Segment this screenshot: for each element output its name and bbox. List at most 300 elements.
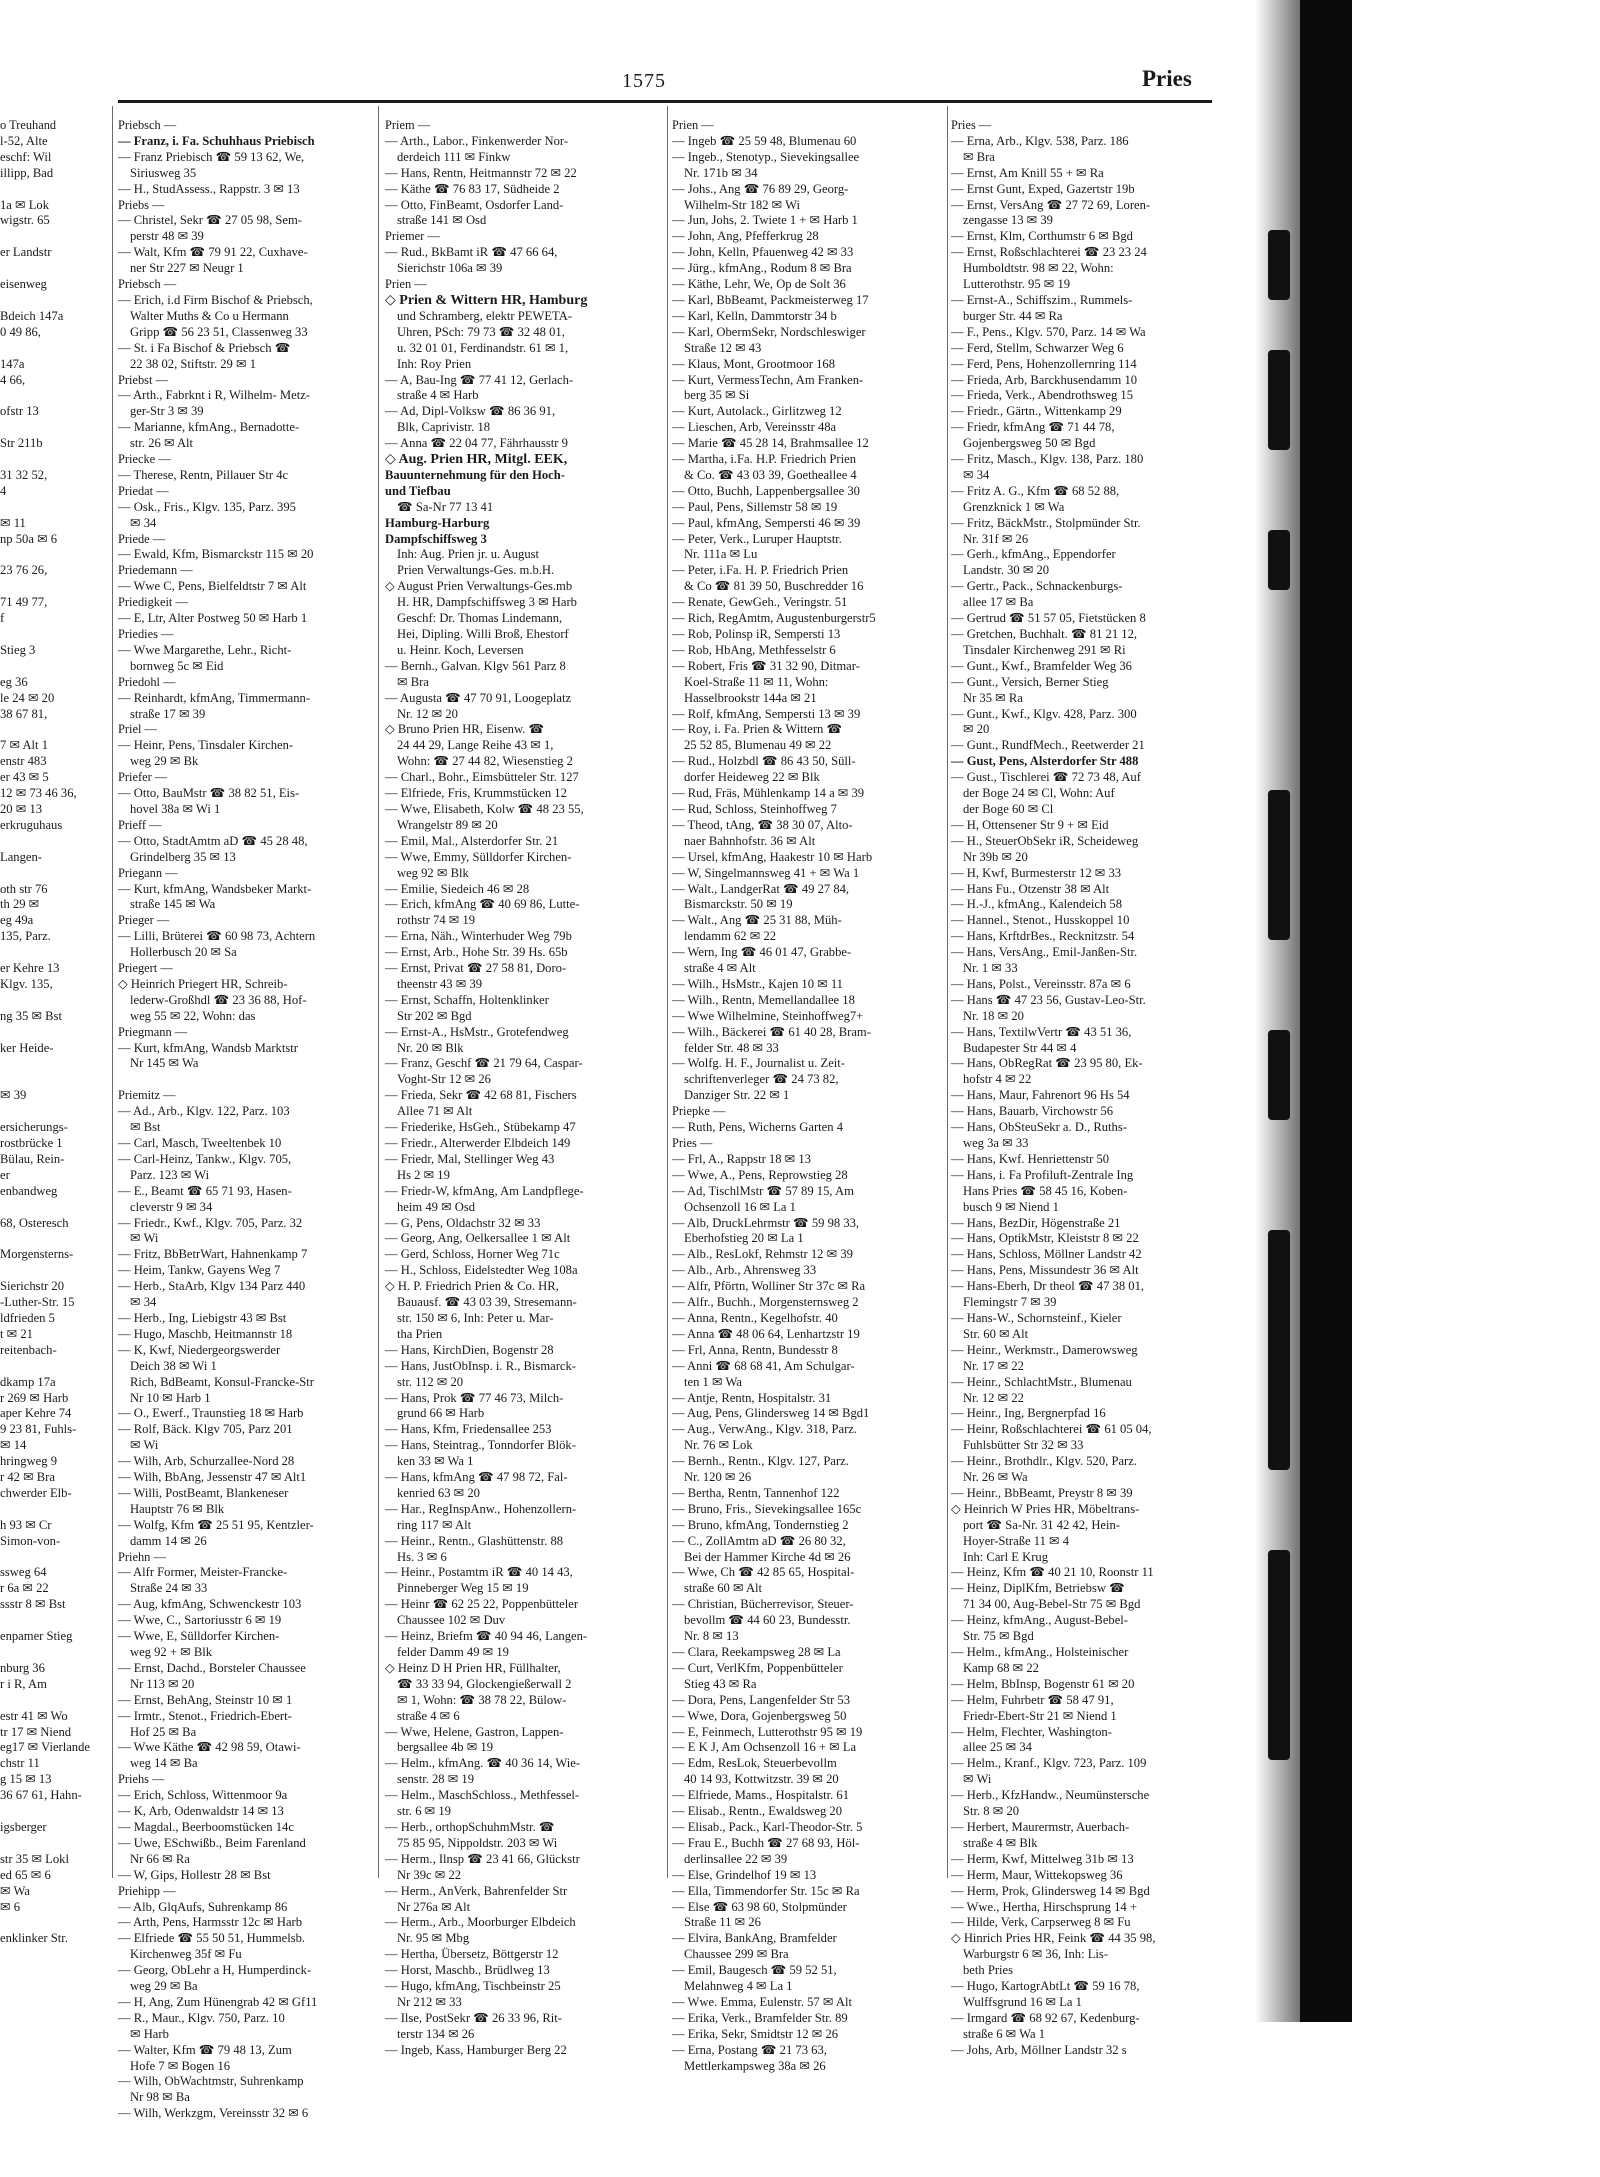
directory-entry-line: Hei, Dipling. Willi Broß, Ehestorf <box>397 627 569 641</box>
directory-entry-line: — Ruth, Pens, Wicherns Garten 4 <box>672 1120 843 1135</box>
directory-entry-line: — Alb., Arb., Ahrensweg 33 <box>672 1263 817 1278</box>
directory-entry-line: — E K J, Am Ochsenzoll 16 + ✉ La <box>672 1740 857 1755</box>
directory-entry-line: enpamer Stieg <box>0 1629 73 1644</box>
directory-entry-line: — Hans, Maur, Fahrenort 96 Hs 54 <box>951 1088 1130 1103</box>
directory-entry-line: — Elfriede, Fris, Krummstücken 12 <box>385 786 567 801</box>
directory-entry-line: — Edm, ResLok, Steuerbevollm <box>672 1756 837 1771</box>
directory-entry-line: Wilhelm-Str 182 ✉ Wi <box>684 197 800 212</box>
directory-entry-line: reitenbach- <box>0 1342 57 1357</box>
directory-entry-line: ed 65 ✉ 6 <box>0 1867 51 1882</box>
directory-entry-line: — Robert, Fris ☎ 31 32 90, Ditmar- <box>672 658 860 673</box>
directory-entry-line: — Herbert, Maurermstr, Auerbach- <box>951 1819 1130 1834</box>
directory-entry-line: — Herm., Arb., Moorburger Elbdeich <box>385 1915 576 1930</box>
directory-entry-line: — Erich, Schloss, Wittenmoor 9a <box>118 1788 288 1803</box>
surname-heading: Priel — <box>118 722 157 737</box>
directory-entry-line: 36 67 61, Hahn- <box>0 1788 82 1803</box>
directory-entry-line: illipp, Bad <box>0 165 54 180</box>
directory-entry-line: Nr. 17 ✉ 22 <box>963 1358 1024 1373</box>
directory-entry-line: r i R, Am <box>0 1676 47 1691</box>
directory-entry-line: Nr 10 ✉ Harb 1 <box>130 1390 211 1405</box>
directory-entry-line: ner Str 227 ✉ Neugr 1 <box>130 261 244 276</box>
directory-entry-line: — O., Ewerf., Traunstieg 18 ✉ Harb <box>118 1406 304 1421</box>
directory-entry-line <box>0 1025 100 1041</box>
directory-entry-line: — Hans, ObRegRat ☎ 23 95 80, Ek- <box>951 1056 1143 1071</box>
directory-entry-line: — Otto, FinBeamt, Osdorfer Land- <box>385 197 564 212</box>
directory-entry-line: hovel 38a ✉ Wi 1 <box>130 801 221 816</box>
directory-entry-line: — Karl, BbBeamt, Packmeisterweg 17 <box>672 292 869 307</box>
directory-entry-line: — Kurt, kfmAng, Wandsb Marktstr <box>118 1040 298 1055</box>
directory-entry-line: — Har., RegInspAnw., Hohenzollern- <box>385 1501 577 1516</box>
directory-entry-line: — Hans ☎ 47 23 56, Gustav-Leo-Str. <box>951 992 1146 1007</box>
directory-entry-line: — John, Kelln, Pfauenweg 42 ✉ 33 <box>672 245 854 260</box>
directory-entry-line: Walter Muths & Co u Hermann <box>130 308 289 323</box>
directory-entry-line <box>0 945 100 961</box>
directory-entry-line: str. 6 ✉ 19 <box>397 1804 451 1819</box>
directory-entry-line <box>0 722 100 738</box>
header-rule <box>118 100 1212 103</box>
directory-entry-line: — Hugo, KartogrAbtLt ☎ 59 16 78, <box>951 1979 1140 1994</box>
directory-entry-line: Wulffsgrund 16 ✉ La 1 <box>963 1994 1082 2009</box>
directory-entry-line: Humboldtstr. 98 ✉ 22, Wohn: <box>963 261 1114 276</box>
surname-heading: Priedemann — <box>118 563 193 578</box>
directory-entry-line: grund 66 ✉ Harb <box>397 1406 485 1421</box>
directory-entry-line: lederw-Großhdl ☎ 23 36 88, Hof- <box>130 992 307 1007</box>
directory-entry-line: — Ernst, Dachd., Borsteler Chaussee <box>118 1660 306 1675</box>
directory-entry-line: — Ernst, Arb., Hohe Str. 39 Hs. 65b <box>385 945 568 960</box>
directory-entry-line: — Ewald, Kfm, Bismarckstr 115 ✉ 20 <box>118 547 314 562</box>
directory-entry-line: — Friederike, HsGeh., Stübekamp 47 <box>385 1120 576 1135</box>
directory-entry-line: bornweg 5c ✉ Eid <box>130 658 224 673</box>
directory-entry-line: — Wilh., HsMstr., Kajen 10 ✉ 11 <box>672 976 843 991</box>
directory-entry-line: r 6a ✉ 22 <box>0 1581 49 1596</box>
directory-entry-line: felder Str. 48 ✉ 33 <box>684 1040 779 1055</box>
directory-entry-line: Geschf: Dr. Thomas Lindemann, <box>397 611 563 626</box>
directory-entry-line: — Heinr., Rentn., Glashüttenstr. 88 <box>385 1533 564 1548</box>
surname-heading: Priepke — <box>672 1104 726 1119</box>
directory-entry-line: — Georg, ObLehr a H, Humperdinck- <box>118 1963 312 1978</box>
directory-entry-line: — Frieda, Sekr ☎ 42 68 81, Fischers <box>385 1088 577 1103</box>
directory-entry-line: ersicherungs- <box>0 1120 68 1135</box>
directory-entry-line: — Gertrud ☎ 51 57 05, Fietstücken 8 <box>951 611 1146 626</box>
directory-entry-line: — Wilh., Rentn, Memellandallee 18 <box>672 992 855 1007</box>
directory-entry-line: — Erich, kfmAng ☎ 40 69 86, Lutte- <box>385 897 580 912</box>
directory-entry-line: — Hans-W., Schornsteinf., Kieler <box>951 1310 1122 1325</box>
directory-entry-line: — F., Pens., Klgv. 570, Parz. 14 ✉ Wa <box>951 324 1146 339</box>
directory-entry-line: Hs. 3 ✉ 6 <box>397 1549 447 1564</box>
directory-entry-line: Dampfschiffsweg 3 <box>385 531 487 546</box>
directory-entry-line: straße 4 ✉ Blk <box>963 1835 1038 1850</box>
directory-entry-line: eg 36 <box>0 674 28 689</box>
directory-entry-line: — Elfriede, Mams., Hospitalstr. 61 <box>672 1788 849 1803</box>
directory-entry-line: — Hans, Pens, Missundestr 36 ✉ Alt <box>951 1263 1139 1278</box>
directory-entry-line: — G, Pens, Oldachstr 32 ✉ 33 <box>385 1215 541 1230</box>
directory-entry-line: Nr 35 ✉ Ra <box>963 690 1023 705</box>
directory-entry-line: — Theod, tAng, ☎ 38 30 07, Alto- <box>672 817 853 832</box>
directory-entry-line: 23 76 26, <box>0 563 48 578</box>
directory-entry-line: Bauunternehmung für den Hoch- <box>385 467 565 482</box>
left-page-fragment-column <box>0 118 100 1947</box>
directory-entry-line: Nr. 31f ✉ 26 <box>963 531 1029 546</box>
directory-entry-line: Nr 98 ✉ Ba <box>130 2090 190 2105</box>
directory-entry-line <box>0 420 100 436</box>
directory-entry-line: ✉ Bra <box>397 674 429 689</box>
directory-entry-line: — Arth., Fabrknt i R, Wilhelm- Metz- <box>118 388 310 403</box>
surname-heading: Prien — <box>385 277 427 292</box>
surname-heading: Priem — <box>385 118 431 132</box>
directory-entry-line: ssstr 8 ✉ Bst <box>0 1597 66 1612</box>
directory-entry-line: — Willi, PostBeamt, Blankeneser <box>118 1485 289 1500</box>
directory-entry-line: chwerder Elb- <box>0 1485 72 1500</box>
directory-entry-line: Danziger Str. 22 ✉ 1 <box>684 1088 790 1103</box>
directory-entry-line: — Erich, i.d Firm Bischof & Priebsch, <box>118 292 313 307</box>
directory-entry-line: — Wwe, Elisabeth, Kolw ☎ 48 23 55, <box>385 801 584 816</box>
directory-entry-line: — Roy, i. Fa. Prien & Wittern ☎ <box>672 722 843 737</box>
directory-entry-line: Hasselbrookstr 144a ✉ 21 <box>684 690 817 705</box>
directory-entry-line: ✉ Bst <box>130 1120 161 1135</box>
directory-entry-line <box>0 1550 100 1566</box>
surname-heading: Priehipp — <box>118 1883 176 1898</box>
directory-entry-line: — H., Schloss, Eidelstedter Weg 108a <box>385 1263 578 1278</box>
directory-entry-line: Gripp ☎ 56 23 51, Classenweg 33 <box>130 324 308 339</box>
directory-entry-line: ten 1 ✉ Wa <box>684 1374 742 1389</box>
directory-entry-line: — Renate, GewGeh., Veringstr. 51 <box>672 595 848 610</box>
directory-column-4 <box>951 118 1217 2059</box>
directory-entry-line: — Erna, Postang ☎ 21 73 63, <box>672 2042 827 2057</box>
directory-entry-line: Bismarckstr. 50 ✉ 19 <box>684 897 793 912</box>
directory-entry-line: ✉ Wa <box>0 1883 30 1898</box>
directory-entry-line: — Heinr, Roßschlachterei ☎ 61 05 04, <box>951 1422 1152 1437</box>
directory-entry-line: — Helm., MaschSchloss., Methfessel- <box>385 1788 580 1803</box>
directory-entry-line: damm 14 ✉ 26 <box>130 1533 207 1548</box>
directory-entry-line: ☎ Sa-Nr 77 13 41 <box>397 499 494 514</box>
directory-entry-line: — Heinr, Pens, Tinsdaler Kirchen- <box>118 738 294 753</box>
directory-entry-line: — Hans Fu., Otzenstr 38 ✉ Alt <box>951 881 1110 896</box>
directory-entry-line: — Gertr., Pack., Schnackenburgs- <box>951 579 1123 594</box>
directory-entry-line: ring 117 ✉ Alt <box>397 1517 472 1532</box>
directory-entry-line <box>0 182 100 198</box>
directory-entry-line: — C., ZollAmtm aD ☎ 26 80 32, <box>672 1533 846 1548</box>
directory-entry-line: 38 67 81, <box>0 706 48 721</box>
directory-entry-line: Nr. 20 ✉ Blk <box>397 1040 464 1055</box>
directory-entry-line: Bauausf. ☎ 43 03 39, Stresemann- <box>397 1295 577 1310</box>
directory-entry-line <box>0 1645 100 1661</box>
directory-entry-line: — Curt, VerlKfm, Poppenbütteler <box>672 1660 843 1675</box>
directory-entry-line: — Ernst Gunt, Exped, Gazertstr 19b <box>951 181 1135 196</box>
directory-entry-line: — Walt., LandgerRat ☎ 49 27 84, <box>672 881 850 896</box>
directory-entry-line: — Elisab., Rentn., Ewaldsweg 20 <box>672 1804 842 1819</box>
directory-column-1 <box>118 118 370 2122</box>
directory-entry-line: berg 35 ✉ Si <box>684 388 750 403</box>
directory-entry-line: Prien Verwaltungs-Ges. m.b.H. <box>397 563 555 578</box>
directory-entry-line: er 43 ✉ 5 <box>0 770 49 785</box>
directory-entry-line: — Ernst, BehAng, Steinstr 10 ✉ 1 <box>118 1692 293 1707</box>
directory-entry-line: — Käthe ☎ 76 83 17, Südheide 2 <box>385 181 560 196</box>
directory-entry-line: — K, Kwf, Niedergeorgswerder <box>118 1342 281 1357</box>
directory-entry-line: str 35 ✉ Lokl <box>0 1851 69 1866</box>
directory-entry-line: ✉ Wi <box>130 1231 159 1246</box>
directory-entry-line: Gojenbergsweg 50 ✉ Bgd <box>963 436 1096 451</box>
directory-entry-line: bevollm ☎ 44 60 23, Bundesstr. <box>684 1613 851 1628</box>
directory-entry-line: Hans Pries ☎ 58 45 16, Koben- <box>963 1183 1128 1198</box>
directory-entry-line: — Elisab., Pack., Karl-Theodor-Str. 5 <box>672 1819 863 1834</box>
directory-entry-line: — Fritz, BbBetrWart, Hahnenkamp 7 <box>118 1247 308 1262</box>
directory-entry-line: ◇ August Prien Verwaltungs-Ges.mb <box>385 579 573 594</box>
directory-entry-line: — Irmgard ☎ 68 92 67, Kedenburg- <box>951 2010 1140 2025</box>
directory-entry-line: Nr 276a ✉ Alt <box>397 1899 471 1914</box>
directory-entry-line: felder Damm 49 ✉ 19 <box>397 1645 509 1659</box>
directory-entry-line: Nr 66 ✉ Ra <box>130 1851 190 1866</box>
directory-entry-line: — Hertha, Übersetz, Böttgerstr 12 <box>385 1947 559 1962</box>
directory-entry-line: ger-Str 3 ✉ 39 <box>130 404 204 419</box>
directory-entry-line: Grindelberg 35 ✉ 13 <box>130 849 236 864</box>
directory-entry-line: nburg 36 <box>0 1660 45 1675</box>
directory-entry-line: — Aug, Pens, Glindersweg 14 ✉ Bgd1 <box>672 1406 870 1421</box>
surname-heading: Pries — <box>672 1136 713 1150</box>
surname-heading: Priehn — <box>118 1549 166 1564</box>
directory-entry-line: — Therese, Rentn, Pillauer Str 4c <box>118 467 289 482</box>
directory-entry-line: perstr 48 ✉ 39 <box>130 229 204 244</box>
directory-entry-line: 4 66, <box>0 372 26 387</box>
directory-entry-line: — Friedr., Kwf., Klgv. 705, Parz. 32 <box>118 1215 303 1230</box>
directory-entry-line: — Hans, KirchDien, Bogenstr 28 <box>385 1342 554 1357</box>
directory-entry-line: — Wolfg. H. F., Journalist u. Zeit- <box>672 1056 845 1071</box>
directory-entry-line: — Ingeb ☎ 25 59 48, Blumenau 60 <box>672 133 857 148</box>
directory-entry-line: — Hans, kfmAng ☎ 47 98 72, Fal- <box>385 1470 568 1485</box>
surname-heading: Priemitz — <box>118 1088 176 1103</box>
directory-entry-line: Nr. 1 ✉ 33 <box>963 961 1018 976</box>
directory-entry-line: — Wwe C, Pens, Bielfeldtstr 7 ✉ Alt <box>118 579 307 594</box>
directory-entry-line: Siriusweg 35 <box>130 165 197 180</box>
directory-entry-line: — Rud, Schloss, Steinhoffweg 7 <box>672 801 837 816</box>
directory-entry-line: Nr. 171b ✉ 34 <box>684 165 758 180</box>
directory-entry-line: — Helm., kfmAng., Holsteinischer <box>951 1645 1129 1659</box>
directory-entry-line: Grenzknick 1 ✉ Wa <box>963 499 1065 514</box>
directory-entry-line: Uhren, PSch: 79 73 ☎ 32 48 01, <box>397 324 565 339</box>
directory-entry-line: port ☎ Sa-Nr. 31 42 42, Hein- <box>963 1517 1120 1532</box>
directory-entry-line: H. HR, Dampfschiffsweg 3 ✉ Harb <box>397 595 577 610</box>
directory-entry-line: bergsallee 4b ✉ 19 <box>397 1740 494 1755</box>
directory-entry-line: & Co ☎ 81 39 50, Buschredder 16 <box>684 579 864 594</box>
directory-entry-line: oth str 76 <box>0 881 48 896</box>
directory-entry-line: — Heinr., BbBeamt, Preystr 8 ✉ 39 <box>951 1485 1133 1500</box>
directory-entry-line: Nr 113 ✉ 20 <box>130 1676 195 1691</box>
directory-entry-line: Sierichstr 20 <box>0 1279 65 1294</box>
directory-entry-line: Nr 39b ✉ 20 <box>963 849 1028 864</box>
directory-entry-line: — Christel, Sekr ☎ 27 05 98, Sem- <box>118 213 302 228</box>
directory-entry-line: — Arth., Labor., Finkenwerder Nor- <box>385 133 569 148</box>
directory-entry-line: — Herb., StaArb, Klgv 134 Parz 440 <box>118 1279 306 1294</box>
directory-entry-line: Langen- <box>0 849 42 864</box>
directory-entry-line: enstr 483 <box>0 754 47 769</box>
directory-entry-line: Stieg 43 ✉ Ra <box>684 1676 757 1691</box>
directory-entry-line <box>0 627 100 643</box>
directory-entry-line: 20 ✉ 13 <box>0 801 43 816</box>
directory-entry-line: Eberhofstieg 20 ✉ La 1 <box>684 1231 804 1246</box>
directory-entry-line: — Horst, Maschb., Brüdlweg 13 <box>385 1963 550 1978</box>
directory-entry-line: 147a <box>0 356 25 371</box>
directory-entry-line: Sierichstr 106a ✉ 39 <box>397 261 503 276</box>
directory-entry-line: — Johs, Arb, Möllner Landstr 32 s <box>951 2042 1127 2057</box>
directory-entry-line: — Reinhardt, kfmAng, Timmermann- <box>118 690 311 705</box>
directory-entry-line: str. 26 ✉ Alt <box>130 436 194 451</box>
directory-entry-line: — Rud, Fräs, Mühlenkamp 14 a ✉ 39 <box>672 786 865 801</box>
directory-entry-line <box>0 1104 100 1120</box>
directory-entry-line: u. 32 01 01, Ferdinandstr. 61 ✉ 1, <box>397 340 569 355</box>
directory-entry-line: g 15 ✉ 13 <box>0 1772 52 1787</box>
directory-entry-line: heim 49 ✉ Osd <box>397 1199 476 1214</box>
directory-entry-line: — Fritz, BäckMstr., Stolpmünder Str. <box>951 515 1141 530</box>
directory-entry-line: — E., Beamt ☎ 65 71 93, Hasen- <box>118 1183 292 1198</box>
directory-entry-line: Chaussee 102 ✉ Duv <box>397 1613 506 1628</box>
directory-entry-line: terstr 134 ✉ 26 <box>397 2026 475 2041</box>
directory-entry-line: — Johs., Ang ☎ 76 89 29, Georg- <box>672 181 849 196</box>
directory-entry-line: — Walt., Ang ☎ 25 31 88, Müh- <box>672 913 842 928</box>
directory-entry-line: — Erna, Arb., Klgv. 538, Parz. 186 <box>951 133 1129 148</box>
directory-entry-line: — Uwe, ESchwißb., Beim Farenland <box>118 1835 306 1850</box>
directory-entry-line: — Ad, Dipl-Volksw ☎ 86 36 91, <box>385 404 556 419</box>
directory-column-3 <box>672 118 944 2074</box>
directory-entry-line: Budapester Str 44 ✉ 4 <box>963 1040 1077 1055</box>
directory-entry-line: — Heinr., Ing, Bergnerpfad 16 <box>951 1406 1106 1421</box>
directory-entry-line: Nr 145 ✉ Wa <box>130 1056 199 1071</box>
directory-entry-line: — Heinr., SchlachtMstr., Blumenau <box>951 1374 1132 1389</box>
directory-entry-line: — Anni ☎ 68 68 41, Am Schulgar- <box>672 1358 855 1373</box>
directory-entry-line: — Gust, Pens, Alsterdorfer Str 488 <box>951 754 1139 769</box>
directory-entry-line: — Frl, Anna, Rentn, Bundesstr 8 <box>672 1342 838 1357</box>
directory-entry-line: naer Bahnhofstr. 36 ✉ Alt <box>684 833 816 848</box>
directory-entry-line: — Friedr., Gärtn., Wittenkamp 29 <box>951 404 1122 419</box>
directory-entry-line: — Bruno, kfmAng, Tondernstieg 2 <box>672 1517 849 1532</box>
directory-entry-line: — Hans, Kwf. Henriettenstr 50 <box>951 1151 1110 1166</box>
directory-entry-line: — Hans, ObSteuSekr a. D., Ruths- <box>951 1120 1127 1135</box>
surname-heading: Priehs — <box>118 1772 165 1787</box>
directory-entry-line: — Osk., Fris., Klgv. 135, Parz. 395 <box>118 499 296 514</box>
directory-entry-line <box>0 1836 100 1852</box>
directory-entry-line: Parz. 123 ✉ Wi <box>130 1167 210 1182</box>
directory-entry-line: — John, Ang, Pfefferkrug 28 <box>672 229 819 244</box>
running-head: Pries <box>1142 66 1192 91</box>
directory-entry-line: — Hans, KrftdrBes., Recknitzstr. 54 <box>951 929 1135 944</box>
directory-entry-line <box>0 1359 100 1375</box>
directory-entry-line: — Fritz, Masch., Klgv. 138, Parz. 180 <box>951 452 1144 467</box>
directory-entry-line: Nr. 76 ✉ Lok <box>684 1438 753 1453</box>
directory-entry-line: — Bruno, Fris., Sievekingsallee 165c <box>672 1501 862 1516</box>
directory-entry-line: enbandweg <box>0 1183 58 1198</box>
directory-entry-line: Chaussee 299 ✉ Bra <box>684 1947 789 1962</box>
directory-entry-line <box>0 866 100 882</box>
directory-entry-line: Inh: Carl E Krug <box>963 1549 1048 1564</box>
directory-entry-line: tr 17 ✉ Niend <box>0 1724 72 1739</box>
directory-entry-line: l-52, Alte <box>0 133 48 148</box>
directory-entry-line: ◇ H. P. Friedrich Prien & Co. HR, <box>385 1279 559 1294</box>
directory-entry-line: aper Kehre 74 <box>0 1406 72 1421</box>
directory-entry-line: — Alfr, Pförtn, Wolliner Str 37c ✉ Ra <box>672 1279 866 1294</box>
directory-entry-line: Ochsenzoll 16 ✉ La 1 <box>684 1199 796 1214</box>
directory-entry-line: eisenweg <box>0 277 47 292</box>
directory-entry-line: — Herm, Kwf, Mittelweg 31b ✉ 13 <box>951 1851 1134 1866</box>
directory-entry-line: — Gust., Tischlerei ☎ 72 73 48, Auf <box>951 770 1141 785</box>
directory-entry-line: — Rolf, Bäck. Klgv 705, Parz 201 <box>118 1422 293 1437</box>
directory-entry-line: busch 9 ✉ Niend 1 <box>963 1199 1059 1214</box>
directory-entry-line: & Co. ☎ 43 03 39, Goetheallee 4 <box>684 467 857 482</box>
directory-entry-line: weg 92 ✉ Blk <box>397 865 469 880</box>
directory-entry-line: straße 6 ✉ Wa 1 <box>963 2026 1046 2041</box>
directory-entry-line <box>0 1804 100 1820</box>
directory-entry-line: — Ernst, VersAng ☎ 27 72 69, Loren- <box>951 197 1151 212</box>
directory-entry-line: er <box>0 1167 10 1182</box>
directory-entry-line: — W, Singelmannsweg 41 + ✉ Wa 1 <box>672 865 860 880</box>
directory-entry-line: ◇ Heinrich W Pries HR, Möbeltrans- <box>951 1501 1140 1516</box>
directory-entry-line <box>0 834 100 850</box>
directory-entry-line: — Herm, Prok, Glindersweg 14 ✉ Bgd <box>951 1883 1150 1898</box>
directory-entry-line: beth Pries <box>963 1963 1014 1978</box>
directory-entry-line: — Anna ☎ 48 06 64, Lenhartzstr 19 <box>672 1326 860 1341</box>
directory-entry-line: Tinsdaler Kirchenweg 291 ✉ Ri <box>963 642 1126 657</box>
directory-entry-line: — Anna, Rentn., Kegelhofstr. 40 <box>672 1310 838 1325</box>
directory-entry-line: — Wilh, Werkzgm, Vereinsstr 32 ✉ 6 <box>118 2106 309 2121</box>
directory-entry-line: — Gunt., Kwf., Klgv. 428, Parz. 300 <box>951 706 1137 721</box>
directory-entry-line: Str 202 ✉ Bgd <box>397 1008 472 1023</box>
directory-entry-line: 135, Parz. <box>0 929 51 944</box>
directory-entry-line: straße 17 ✉ 39 <box>130 706 206 721</box>
directory-entry-line <box>0 229 100 245</box>
directory-entry-line <box>0 1200 100 1216</box>
directory-entry-line: — Alb, GlqAufs, Suhrenkamp 86 <box>118 1899 288 1914</box>
directory-entry-line: ✉ Bra <box>963 149 995 164</box>
directory-entry-line: ◇ Heinrich Priegert HR, Schreib- <box>118 976 288 991</box>
directory-entry-line: — Clara, Reekampsweg 28 ✉ La <box>672 1645 841 1659</box>
directory-entry-line: Friedr-Ebert-Str 21 ✉ Niend 1 <box>963 1708 1117 1723</box>
directory-entry-line: — Gunt., RundfMech., Reetwerder 21 <box>951 738 1145 753</box>
directory-entry-line <box>0 1915 100 1931</box>
directory-entry-line: kenried 63 ✉ 20 <box>397 1485 480 1500</box>
bleed-mark <box>1268 1550 1290 1760</box>
directory-entry-line: ☎ 33 33 94, Glockengießerwall 2 <box>397 1676 572 1691</box>
directory-entry-line: — Arth, Pens, Harmsstr 12c ✉ Harb <box>118 1915 303 1930</box>
directory-entry-line: — Kurt, kfmAng, Wandsbeker Markt- <box>118 881 312 896</box>
directory-entry-line: Straße 11 ✉ 26 <box>684 1915 761 1930</box>
directory-entry-line: — Hans, JustObInsp. i. R., Bismarck- <box>385 1358 576 1373</box>
directory-entry-line: — Lieschen, Arb, Vereinsstr 48a <box>672 420 837 435</box>
directory-entry-line: — K, Arb, Odenwaldstr 14 ✉ 13 <box>118 1804 284 1819</box>
directory-entry-line: und Schramberg, elektr PEWETA- <box>397 308 573 323</box>
directory-entry-line: Klgv. 135, <box>0 976 53 991</box>
directory-entry-line: eschf: Wil <box>0 149 52 164</box>
surname-heading: Priedies — <box>118 627 174 641</box>
directory-entry-line: — Karl, Kelln, Dammtorstr 34 b <box>672 308 837 323</box>
directory-entry-line: — Wwe, E, Sülldorfer Kirchen- <box>118 1629 280 1644</box>
directory-entry-line: Rich, BdBeamt, Konsul-Francke-Str <box>130 1374 314 1389</box>
directory-entry-line: — Herb., KfzHandw., Neumünstersche <box>951 1788 1150 1803</box>
directory-entry-line: derlinsallee 22 ✉ 39 <box>684 1851 788 1866</box>
directory-entry-line: Simon-von- <box>0 1533 61 1548</box>
directory-entry-line: — Hans, Steintrag., Tonndorfer Blök- <box>385 1438 576 1453</box>
directory-entry-line: igsberger <box>0 1819 47 1834</box>
directory-entry-line: Nr. 26 ✉ Wa <box>963 1470 1028 1485</box>
directory-entry-line: rothstr 74 ✉ 19 <box>397 913 476 928</box>
directory-entry-line: Nr. 18 ✉ 20 <box>963 1008 1024 1023</box>
surname-heading: Priebsch — <box>118 118 177 132</box>
directory-entry-line: — Hans, OptikMstr, Kleiststr 8 ✉ 22 <box>951 1231 1139 1246</box>
surname-heading: Priede — <box>118 531 166 546</box>
directory-entry-line: — Else ☎ 63 98 60, Stolpmünder <box>672 1899 847 1914</box>
directory-entry-line: — Wwe Margarethe, Lehr., Richt- <box>118 642 292 657</box>
surname-heading: Priebs — <box>118 197 165 212</box>
directory-entry-line: Str. 8 ✉ 20 <box>963 1804 1020 1819</box>
directory-entry-line: — Hans, i. Fa Profiluft-Zentrale Ing <box>951 1167 1134 1182</box>
directory-entry-line: — Helm., kfmAng. ☎ 40 36 14, Wie- <box>385 1756 581 1771</box>
directory-entry-line: Kamp 68 ✉ 22 <box>963 1660 1039 1675</box>
